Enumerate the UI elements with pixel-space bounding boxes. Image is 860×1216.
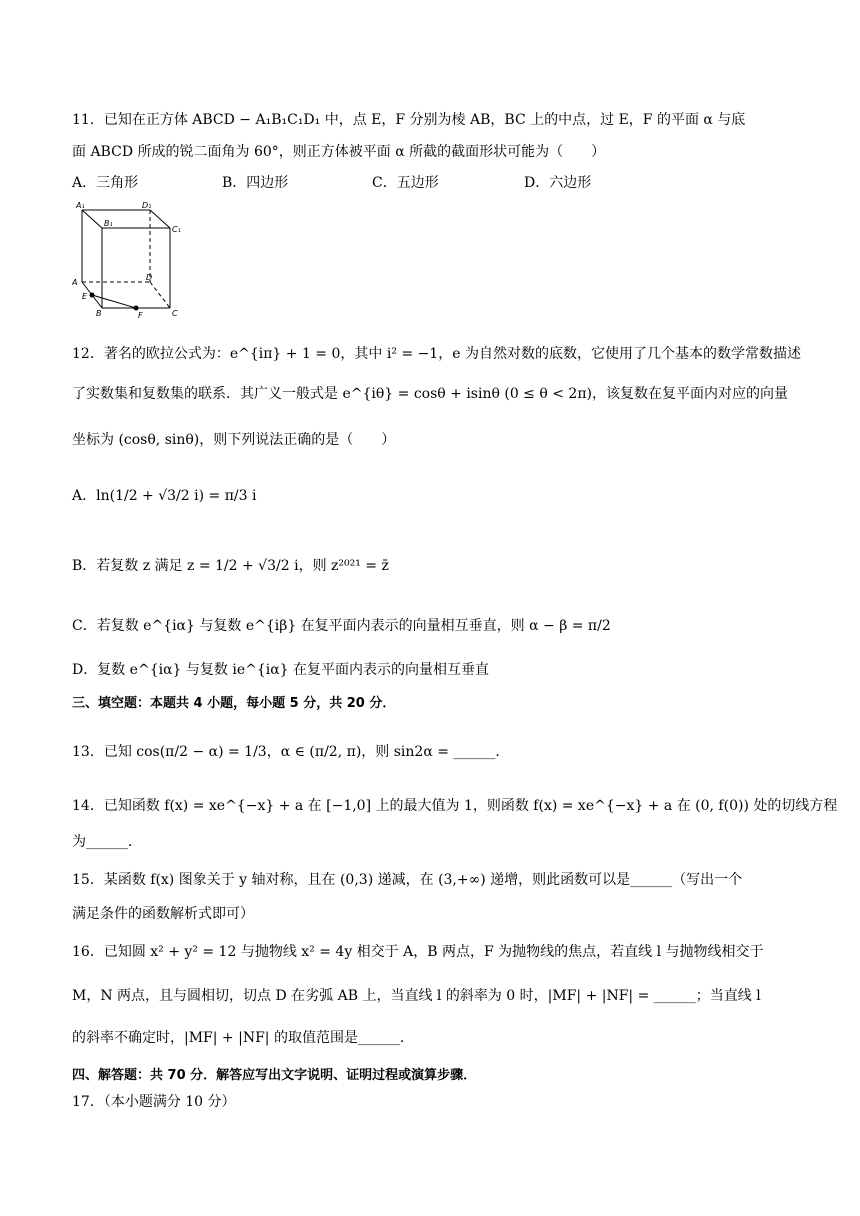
label-c1: C₁: [172, 225, 181, 234]
cube-edge: [82, 210, 102, 228]
q11-line1: 11．已知在正方体 ABCD − A₁B₁C₁D₁ 中，点 E，F 分别为棱 AB，BC 上的中点，过 E，F 的平面 α 与底: [72, 112, 746, 128]
q12-option-c: C．若复数 e^{iα} 与复数 e^{iβ} 在复平面内表示的向量相互垂直，则 α − β = π/2: [72, 618, 611, 634]
q12-option-a: A．ln(1/2 + √3/2 i) = π/3 i: [72, 488, 257, 504]
cube-edge: [150, 210, 170, 228]
label-f: F: [138, 311, 143, 318]
q11-option-c: C．五边形: [372, 175, 439, 191]
q12-option-d: D．复数 e^{iα} 与复数 ie^{iα} 在复平面内表示的向量相互垂直: [72, 662, 490, 678]
q12-line3: 坐标为 (cosθ, sinθ)，则下列说法正确的是（ ）: [72, 432, 396, 448]
q12-line2: 了实数集和复数集的联系．其广义一般式是 e^{iθ} = cosθ + isinθ (0 ≤ θ < 2π)，该复数在复平面内对应的向量: [72, 386, 788, 402]
label-b: B: [96, 309, 102, 318]
point-e: [90, 293, 95, 298]
q16-line2: M，N 两点，且与圆相切，切点 D 在劣弧 AB 上，当直线 l 的斜率为 0 时，|MF| + |NF| = ______；当直线 l: [72, 988, 761, 1004]
q16-line1: 16．已知圆 x² + y² = 12 与抛物线 x² = 4y 相交于 A，B 两点，F 为抛物线的焦点，若直线 l 与抛物线相交于: [72, 944, 764, 960]
label-b1: B₁: [104, 219, 113, 228]
q14-line2: 为______．: [72, 834, 142, 850]
section-4-heading: 四、解答题：共 70 分．解答应写出文字说明、证明过程或演算步骤．: [72, 1068, 477, 1083]
cube-edge-hidden: [150, 282, 170, 308]
q16-line3: 的斜率不确定时，|MF| + |NF| 的取值范围是______．: [72, 1030, 414, 1046]
cube-figure: [72, 200, 192, 318]
label-a: A: [72, 278, 78, 287]
q12-option-b: B．若复数 z 满足 z = 1/2 + √3/2 i，则 z²⁰²¹ = z̄: [72, 558, 389, 574]
label-c: C: [172, 309, 178, 318]
q11-options: [72, 172, 772, 192]
q15-line1: 15．某函数 f(x) 图象关于 y 轴对称，且在 (0,3) 递减，在 (3,+∞) 递增，则此函数可以是______（写出一个: [72, 872, 743, 888]
label-d: D: [146, 273, 153, 282]
q15-line2: 满足条件的函数解析式即可）: [72, 906, 254, 922]
label-a1: A₁: [76, 201, 85, 210]
section-3-heading: 三、填空题：本题共 4 小题，每小题 5 分，共 20 分．: [72, 696, 396, 711]
q12-line1: 12．著名的欧拉公式为：e^{iπ} + 1 = 0，其中 i² = −1，e 为自然对数的底数，它使用了几个基本的数学常数描述: [72, 346, 801, 362]
q17-heading: 17．（本小题满分 10 分）: [72, 1094, 236, 1110]
q14-line1: 14．已知函数 f(x) = xe^{−x} + a 在 [−1,0] 上的最大值为 1，则函数 f(x) = xe^{−x} + a 在 (0, f(0)) 处的切线方程: [72, 798, 838, 814]
section-line-ef: [92, 295, 136, 308]
q11-option-a: A．三角形: [72, 175, 139, 191]
q11-option-b: B．四边形: [222, 175, 289, 191]
q11-line2: 面 ABCD 所成的锐二面角为 60°，则正方体被平面 α 所截的截面形状可能为（ ）: [72, 144, 606, 160]
label-e: E: [82, 292, 88, 301]
q11-option-d: D．六边形: [524, 175, 592, 191]
point-f: [134, 306, 139, 311]
label-d1: D₁: [142, 201, 152, 210]
q13-line: 13．已知 cos(π/2 − α) = 1/3，α ∈ (π/2, π)，则 sin2α = ______．: [72, 744, 510, 760]
